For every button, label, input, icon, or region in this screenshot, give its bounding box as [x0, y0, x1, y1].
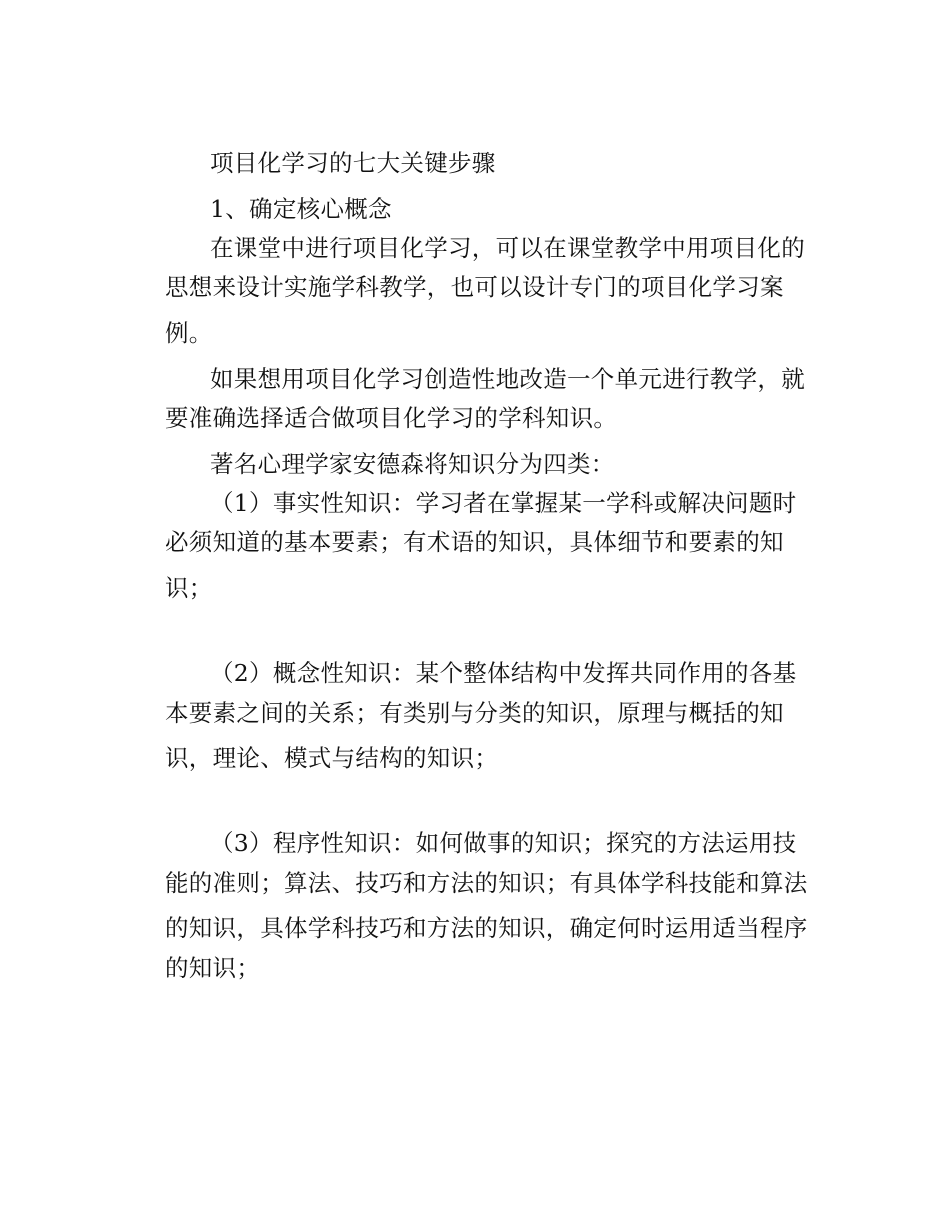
list-item-line: 本要素之间的关系；有类别与分类的知识，原理与概括的知 [165, 699, 784, 727]
paragraph-line: 如果想用项目化学习创造性地改造一个单元进行教学，就 [210, 365, 805, 393]
document-title: 项目化学习的七大关键步骤 [210, 149, 496, 177]
paragraph-line: 思想来设计实施学科教学，也可以设计专门的项目化学习案 [165, 273, 784, 301]
list-item-line: 必须知道的基本要素；有术语的知识，具体细节和要素的知 [165, 528, 784, 556]
list-item-line: 的知识，具体学科技巧和方法的知识，确定何时运用适当程序 [165, 914, 808, 942]
list-item-line: （1）事实性知识：学习者在掌握某一学科或解决问题时 [210, 489, 797, 517]
paragraph-line: 在课堂中进行项目化学习，可以在课堂教学中用项目化的 [210, 234, 805, 262]
list-item-line: （2）概念性知识：某个整体结构中发挥共同作用的各基 [210, 659, 797, 687]
list-item-line: 能的准则；算法、技巧和方法的知识；有具体学科技能和算法 [165, 869, 808, 897]
paragraph-line: 著名心理学家安德森将知识分为四类： [210, 450, 615, 478]
list-item-line: 识； [165, 574, 213, 602]
list-item-line: （3）程序性知识：如何做事的知识；探究的方法运用技 [210, 829, 797, 857]
section-heading: 1、确定核心概念 [210, 195, 392, 223]
list-item-line: 识，理论、模式与结构的知识； [165, 744, 499, 772]
list-item-line: 的知识； [165, 954, 261, 982]
paragraph-line: 要准确选择适合做项目化学习的学科知识。 [165, 404, 618, 432]
paragraph-line: 例。 [165, 319, 213, 347]
